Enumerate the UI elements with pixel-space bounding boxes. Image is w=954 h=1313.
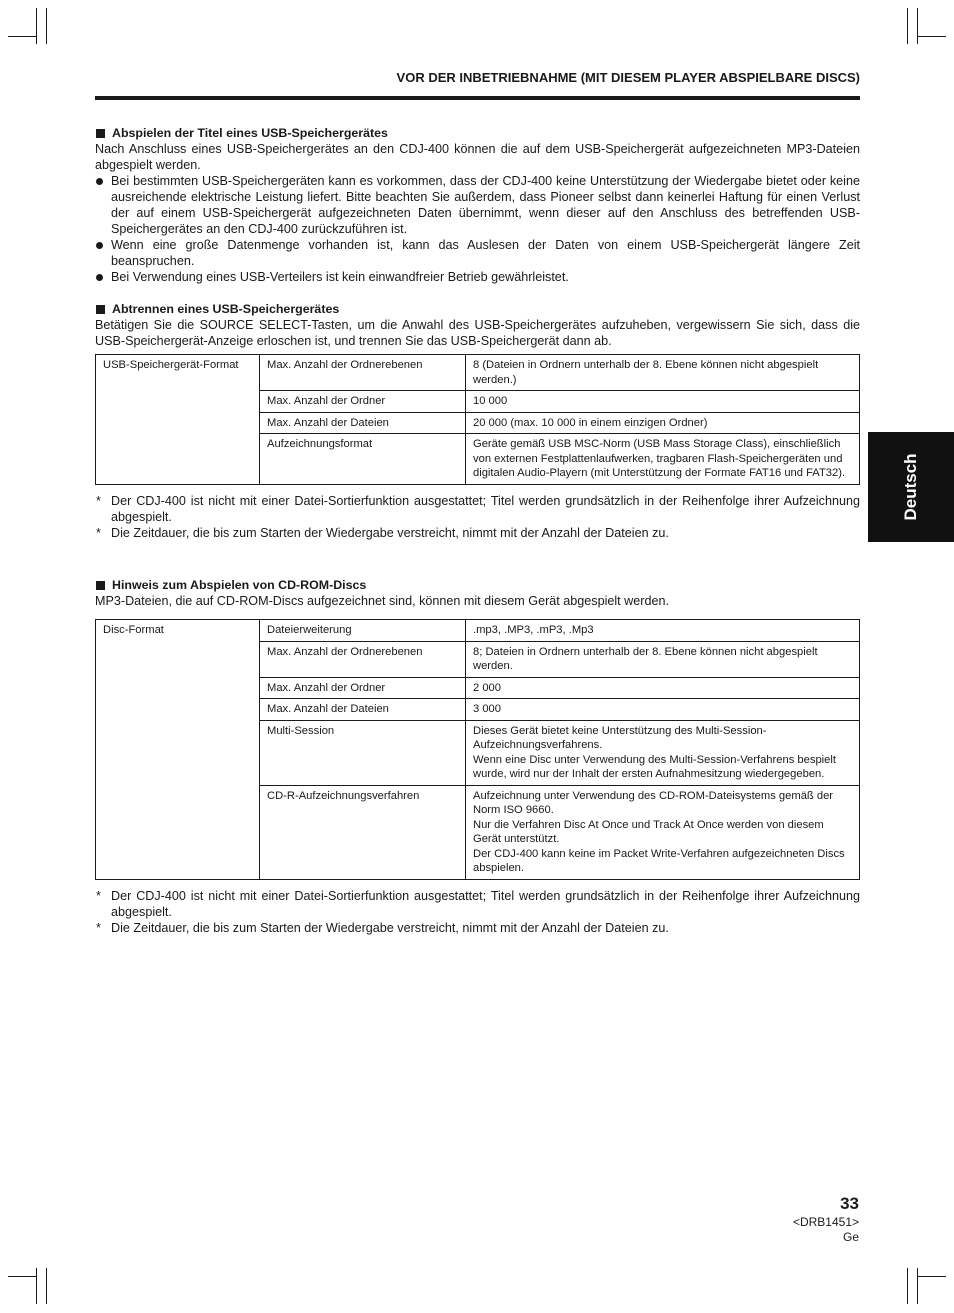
disc-format-table: [95, 619, 860, 880]
bullet-dot-icon: [96, 178, 103, 185]
usb-format-table: [95, 354, 860, 485]
section-intro: Betätigen Sie die SOURCE SELECT-Tasten, um die Anwahl des USB-Speichergerätes aufzuheben, vergewissern Sie sich, dass die USB-Speichergerät-Anzeige erloschen ist, und trennen Sie das USB-Speichergerät dann ab.: [95, 318, 860, 348]
page-header: VOR DER INBETRIEBNAHME (MIT DIESEM PLAYER ABSPIELBARE DISCS): [396, 70, 860, 85]
section-cdrom: [95, 577, 860, 936]
table-label-cell: Max. Anzahl der Dateien: [260, 412, 466, 434]
document-code: [793, 1215, 859, 1245]
table-label-cell: Aufzeichnungsformat: [260, 434, 466, 485]
table-value-cell: Geräte gemäß USB MSC-Norm (USB Mass Storage Class), einschließlich von externen Festplattenlaufwerken, tragbaren Flash-Speichergeräten und digitalen Audio-Playern (mit Unterstützung der Formate FAT16 und FAT32).: [466, 434, 860, 485]
table-category-cell: USB-Speichergerät-Format: [96, 355, 260, 485]
table-value-cell: Dieses Gerät bietet keine Unterstützung des Multi-Session-Aufzeichnungsverfahrens. Wenn eine Disc unter Verwendung des Multi-Session-Verfahrens bespielt wurde, wird nur der Inhalt der ersten Aufnahmesitzung wiedergegeben.: [466, 720, 860, 785]
notes-list: [95, 888, 860, 936]
note-item: * Der CDJ-400 ist nicht mit einer Datei-Sortierfunktion ausgestattet; Titel werden grundsätzlich in der Reihenfolge ihrer Aufzeichnung abgespielt.: [96, 888, 860, 919]
section-usb-playback: [95, 125, 860, 285]
bullet-dot-icon: [96, 242, 103, 249]
square-bullet-icon: [96, 129, 105, 138]
table-value-cell: 3 000: [466, 699, 860, 721]
note-item: * Die Zeitdauer, die bis zum Starten der Wiedergabe verstreicht, nimmt mit der Anzahl der Dateien zu.: [96, 920, 669, 935]
bullet-dot-icon: [96, 274, 103, 281]
language-tab: [868, 432, 954, 542]
table-label-cell: Max. Anzahl der Ordnerebenen: [260, 355, 466, 391]
list-item: Wenn eine große Datenmenge vorhanden ist, kann das Auslesen der Daten von einem USB-Speichergerät längere Zeit beanspruchen.: [95, 237, 860, 269]
note-item: * Die Zeitdauer, die bis zum Starten der Wiedergabe verstreicht, nimmt mit der Anzahl der Dateien zu.: [96, 525, 669, 540]
square-bullet-icon: [96, 305, 105, 314]
crop-mark: [917, 8, 918, 44]
table-label-cell: Max. Anzahl der Dateien: [260, 699, 466, 721]
note-item: * Der CDJ-400 ist nicht mit einer Datei-Sortierfunktion ausgestattet; Titel werden grundsätzlich in der Reihenfolge ihrer Aufzeichnung abgespielt.: [96, 493, 860, 524]
table-value-cell: 2 000: [466, 677, 860, 699]
bullet-list: [95, 173, 860, 285]
header-rule: [95, 96, 860, 100]
list-item: Bei bestimmten USB-Speichergeräten kann es vorkommen, dass der CDJ-400 keine Unterstützung der Wiedergabe bietet oder keine ausreichende elektrische Leistung liefert. Bitte beachten Sie außerdem, dass Pioneer selbst dann keinerlei Haftung für einen Verlust der auf einem USB-Speichergerät aufgezeichneten Daten übernimmt, wenn dieser auf den Anschluss des betreffenden USB-Speichergerätes an den CDJ-400 zurückzuführen ist.: [95, 173, 860, 237]
table-label-cell: CD-R-Aufzeichnungsverfahren: [260, 785, 466, 879]
notes-list: [95, 493, 860, 541]
crop-mark: [907, 1268, 908, 1304]
asterisk-icon: *: [96, 525, 101, 540]
table-value-cell: 20 000 (max. 10 000 in einem einzigen Ordner): [466, 412, 860, 434]
table-value-cell: 8; Dateien in Ordnern unterhalb der 8. Ebene können nicht abgespielt werden.: [466, 641, 860, 677]
crop-mark: [36, 8, 37, 44]
asterisk-icon: *: [96, 920, 101, 935]
table-value-cell: Aufzeichnung unter Verwendung des CD-ROM-Dateisystems gemäß der Norm ISO 9660. Nur die Verfahren Disc At Once und Track At Once werden von diesem Gerät unterstützt. Der CDJ-400 kann keine im Packet Write-Verfahren aufgezeichneten Discs abspielen.: [466, 785, 860, 879]
table-label-cell: Max. Anzahl der Ordnerebenen: [260, 641, 466, 677]
list-item: Bei Verwendung eines USB-Verteilers ist kein einwandfreier Betrieb gewährleistet.: [95, 269, 860, 285]
crop-mark: [46, 8, 47, 44]
table-label-cell: Multi-Session: [260, 720, 466, 785]
language-tab-label: Deutsch: [901, 453, 920, 521]
section-heading: Abspielen der Titel eines USB-Speichergerätes: [95, 125, 860, 141]
table-label-cell: Dateierweiterung: [260, 620, 466, 642]
section-intro: Nach Anschluss eines USB-Speichergerätes an den CDJ-400 können die auf dem USB-Speichergerät aufgezeichneten MP3-Dateien abgespielt werden.: [95, 142, 860, 172]
crop-mark: [907, 8, 908, 44]
crop-mark: [8, 1276, 36, 1277]
table-value-cell: 8 (Dateien in Ordnern unterhalb der 8. Ebene können nicht abgespielt werden.): [466, 355, 860, 391]
square-bullet-icon: [96, 581, 105, 590]
section-usb-disconnect: [95, 301, 860, 541]
crop-mark: [918, 36, 946, 37]
section-heading: Abtrennen eines USB-Speichergerätes: [95, 301, 860, 317]
crop-mark: [8, 36, 36, 37]
page-number: 33: [840, 1194, 859, 1213]
table-label-cell: Max. Anzahl der Ordner: [260, 391, 466, 413]
table-row: [96, 620, 860, 642]
crop-mark: [36, 1268, 37, 1304]
table-row: [96, 355, 860, 391]
crop-mark: [917, 1268, 918, 1304]
language-code: Ge: [842, 1230, 859, 1244]
crop-mark: [46, 1268, 47, 1304]
asterisk-icon: *: [96, 888, 101, 903]
section-intro: MP3-Dateien, die auf CD-ROM-Discs aufgezeichnet sind, können mit diesem Gerät abgespielt werden.: [95, 594, 669, 608]
table-label-cell: Max. Anzahl der Ordner: [260, 677, 466, 699]
section-heading: Hinweis zum Abspielen von CD-ROM-Discs: [95, 577, 860, 593]
doc-code: <DRB1451>: [792, 1215, 859, 1229]
table-value-cell: 10 000: [466, 391, 860, 413]
table-category-cell: Disc-Format: [96, 620, 260, 880]
crop-mark: [918, 1276, 946, 1277]
asterisk-icon: *: [96, 493, 101, 508]
table-value-cell: .mp3, .MP3, .mP3, .Mp3: [466, 620, 860, 642]
